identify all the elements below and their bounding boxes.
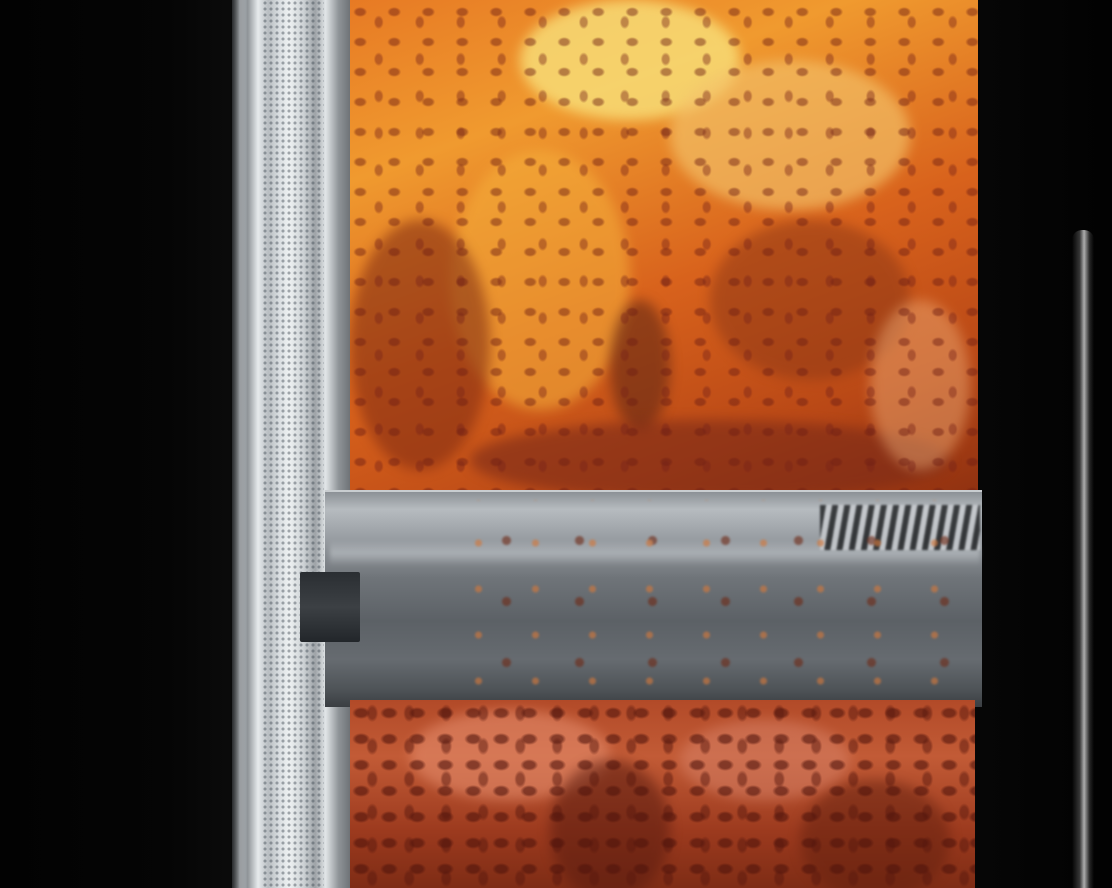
seasoning-speckles-upper — [350, 0, 978, 500]
seal-notch — [300, 572, 360, 642]
reflective-edge-right — [1072, 230, 1094, 888]
chip-crumbs — [440, 500, 980, 700]
seal-edge-shadow — [232, 0, 246, 888]
dark-background-left — [0, 0, 240, 888]
crimp-dot-texture — [262, 0, 324, 888]
seasoning-speckles-lower — [350, 700, 975, 888]
